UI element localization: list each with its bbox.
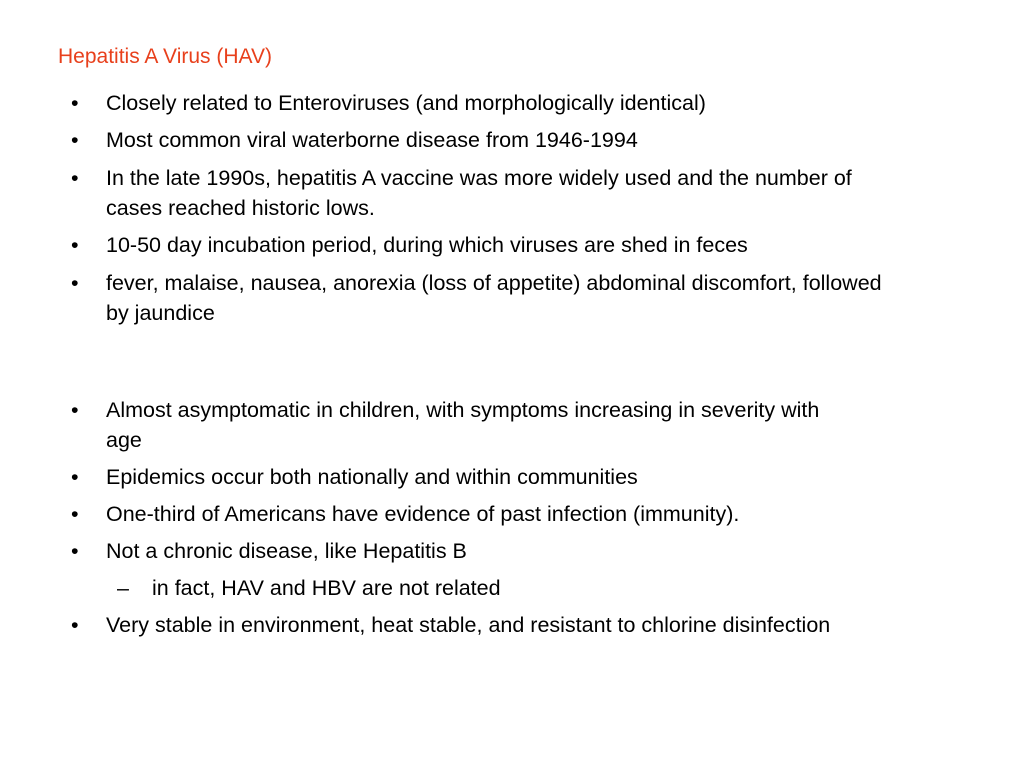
bullet-line: by jaundice bbox=[106, 301, 215, 325]
bullet-marker: • bbox=[71, 502, 79, 526]
bullet-marker: • bbox=[71, 539, 79, 563]
bullet-line: cases reached historic lows. bbox=[106, 196, 375, 220]
bullet-text bbox=[106, 610, 1024, 640]
bullet-line: in fact, HAV and HBV are not related bbox=[152, 576, 501, 600]
bullet-text bbox=[106, 462, 1024, 492]
sub-bullet-marker: – bbox=[117, 576, 129, 600]
bullet-marker: • bbox=[71, 91, 79, 115]
bullet-marker: • bbox=[71, 465, 79, 489]
bullet-line: 10-50 day incubation period, during which viruses are shed in feces bbox=[106, 233, 748, 257]
bullet-text bbox=[106, 395, 1024, 455]
bullet-marker: • bbox=[71, 613, 79, 637]
bullet-line: Epidemics occur both nationally and within communities bbox=[106, 465, 638, 489]
bullet-line: Not a chronic disease, like Hepatitis B bbox=[106, 539, 467, 563]
bullet-marker: • bbox=[71, 166, 79, 190]
bullet-marker: • bbox=[71, 233, 79, 257]
bullet-text bbox=[106, 536, 1024, 566]
bullet-marker: • bbox=[71, 128, 79, 152]
bullet-line: fever, malaise, nausea, anorexia (loss of appetite) abdominal discomfort, followed bbox=[106, 271, 882, 295]
bullet-marker: • bbox=[71, 271, 79, 295]
slide-title: Hepatitis A Virus (HAV) bbox=[58, 45, 272, 68]
bullet-line: Almost asymptomatic in children, with symptoms increasing in severity with bbox=[106, 398, 820, 422]
bullet-text bbox=[106, 268, 1024, 328]
bullet-text bbox=[106, 499, 1024, 529]
bullet-line: Most common viral waterborne disease from 1946-1994 bbox=[106, 128, 638, 152]
bullet-text bbox=[106, 125, 1024, 155]
bullet-text bbox=[152, 573, 1024, 603]
bullet-marker: • bbox=[71, 398, 79, 422]
bullet-line: Very stable in environment, heat stable, and resistant to chlorine disinfection bbox=[106, 613, 831, 637]
bullet-text bbox=[106, 163, 1024, 223]
bullet-line: In the late 1990s, hepatitis A vaccine was more widely used and the number of bbox=[106, 166, 852, 190]
bullet-line: One-third of Americans have evidence of past infection (immunity). bbox=[106, 502, 740, 526]
bullet-text bbox=[106, 230, 1024, 260]
bullet-line: age bbox=[106, 428, 142, 452]
bullet-line: Closely related to Enteroviruses (and morphologically identical) bbox=[106, 91, 706, 115]
bullet-text bbox=[106, 88, 1024, 118]
